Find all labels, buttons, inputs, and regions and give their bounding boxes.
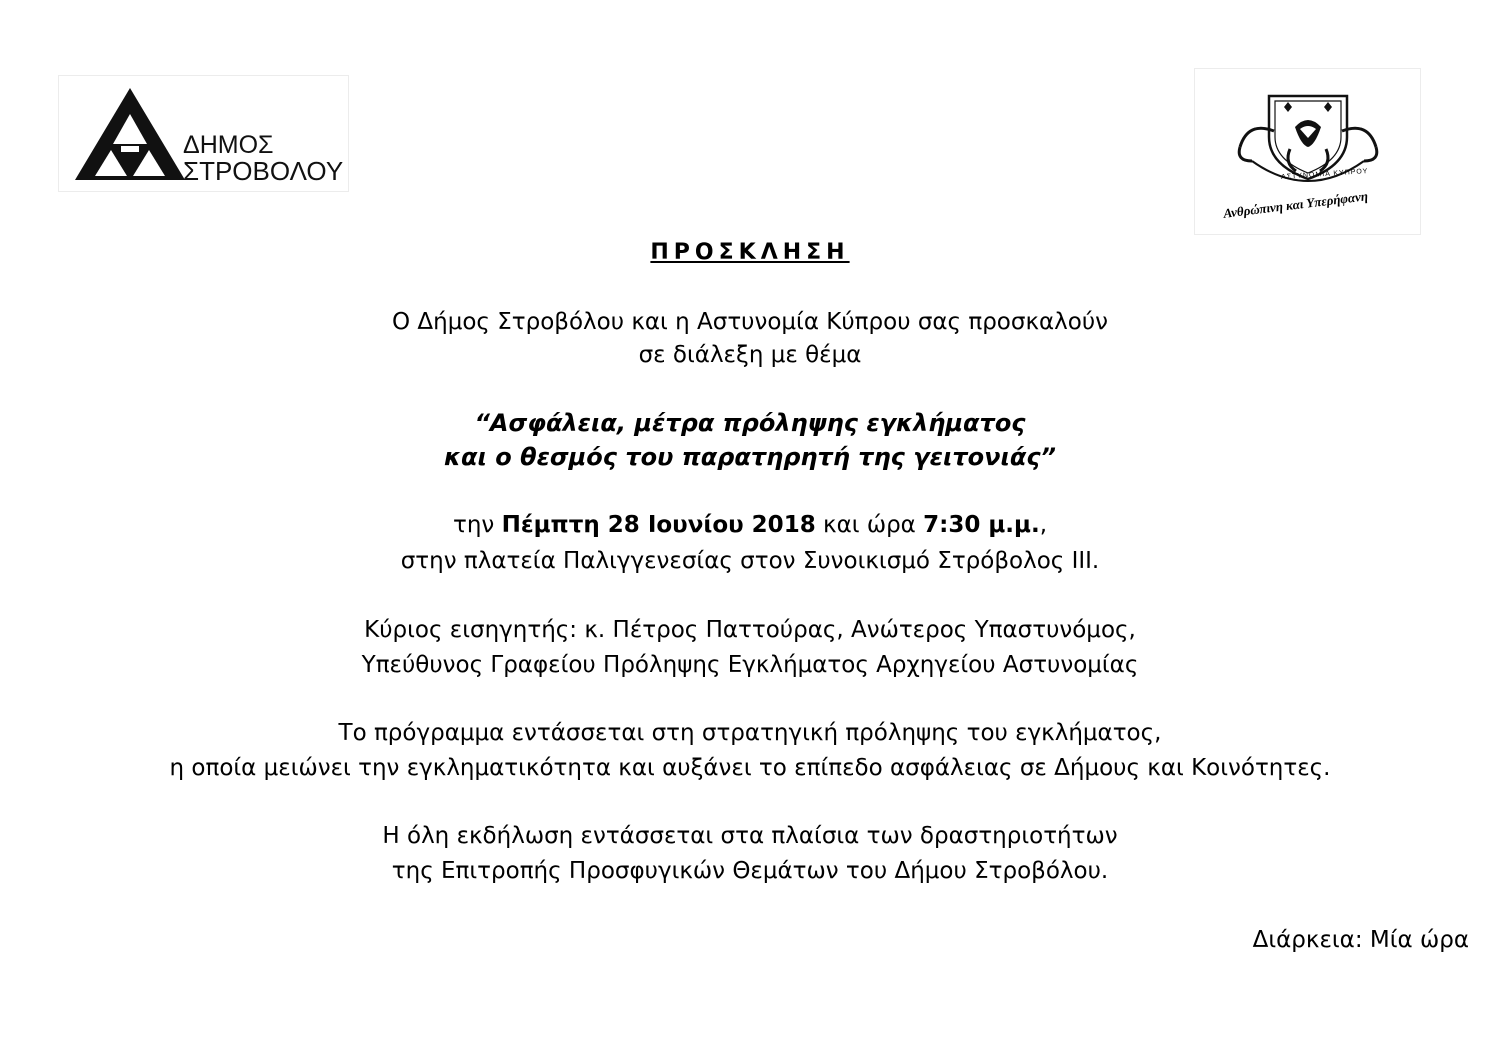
police-motto: Ανθρώπινη και Υπερήφανη <box>1222 188 1369 221</box>
when-middle: και ώρα <box>815 512 924 538</box>
intro-line-2: σε διάλεξη με θέμα <box>638 342 862 368</box>
topic-line-1: “Ασφάλεια, μέτρα πρόληψης εγκλήματος <box>474 409 1026 437</box>
event-duration: Διάρκεια: Μία ώρα <box>1252 927 1469 953</box>
when-suffix: , <box>1039 512 1048 538</box>
topic-line-2: και ο θεσμός του παρατηρητή της γειτονιάς” <box>443 443 1056 471</box>
logo-left-line2: ΣΤΡΟΒΟΛΟΥ <box>183 156 344 186</box>
when-line <box>0 510 1500 540</box>
logo-left-line1: ΔΗΜΟΣ <box>183 131 274 159</box>
speaker-line-2: Υπεύθυνος Γραφείου Πρόληψης Εγκλήματος Αρχηγείου Αστυνομίας <box>361 652 1139 678</box>
event-time: 7:30 μ.μ. <box>923 512 1040 538</box>
program-line-1: Το πρόγραμμα εντάσσεται στη στρατηγική πρόληψης του εγκλήματος, <box>338 720 1162 746</box>
police-ring-text: ΑΣΤΥΝΟΜΙΑ ΚΥΠΡΟΥ <box>1280 167 1369 182</box>
event-line-1: Η όλη εκδήλωση εντάσσεται στα πλαίσια των δραστηριοτήτων <box>382 823 1118 849</box>
intro-line-1: Ο Δήμος Στροβόλου και η Αστυνομία Κύπρου σας προσκαλούν <box>391 309 1109 335</box>
when-prefix: την <box>452 512 502 538</box>
event-place: στην πλατεία Παλιγγενεσίας στον Συνοικισμό Στρόβολος ΙΙΙ. <box>400 548 1100 574</box>
page-title: ΠΡΟΣΚΛΗΣΗ <box>650 240 850 265</box>
speaker-line-1: Κύριος εισηγητής: κ. Πέτρος Παττούρας, Ανώτερος Υπαστυνόμος, <box>364 617 1136 643</box>
event-line-2: της Επιτροπής Προσφυγικών Θεμάτων του Δήμου Στροβόλου. <box>391 858 1109 884</box>
event-date: Πέμπτη 28 Ιουνίου 2018 <box>501 512 816 538</box>
program-line-2: η οποία μειώνει την εγκληματικότητα και αυξάνει το επίπεδο ασφάλειας σε Δήμους και Κοινότητες. <box>169 755 1331 781</box>
